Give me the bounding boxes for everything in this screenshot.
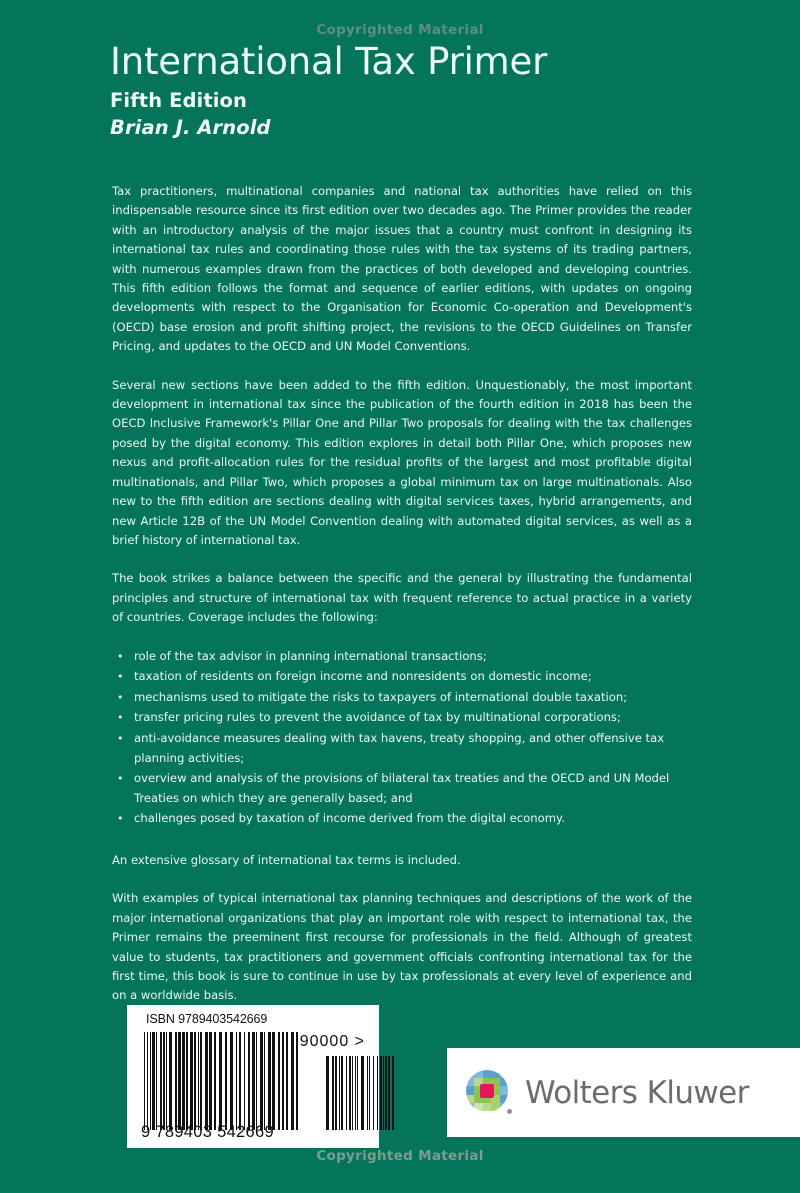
bullet-glyph: • [117, 711, 124, 725]
back-cover-blurb [112, 182, 692, 1006]
blurb-paragraph-4: An extensive glossary of international tax terms is included. [112, 852, 461, 867]
registered-dot-icon [507, 1109, 512, 1114]
list-item-label: mechanisms used to mitigate the risks to taxpayers of international double taxation; [134, 689, 628, 704]
isbn-label: ISBN 9789403542669 [146, 1012, 268, 1026]
list-item-label: overview and analysis of the provisions of bilateral tax treaties and the OECD and UN Model Treaties on which they are generally based; and [134, 771, 670, 805]
publisher-logo-panel [447, 1048, 800, 1137]
list-item-label: challenges posed by taxation of income derived from the digital economy. [134, 811, 565, 826]
list-item-label: anti-avoidance measures dealing with tax havens, treaty shopping, and other offensive tax planning activities; [134, 730, 665, 765]
list-item [112, 809, 692, 829]
blurb-paragraph-3: The book strikes a balance between the specific and the general by illustrating the fundamental principles and structure of international tax with frequent reference to actual practice in a variety of countries. Coverage includes the following: [112, 571, 692, 625]
ean-digits-label: 9 789403 542669 [141, 1123, 274, 1141]
bullet-glyph: • [117, 812, 124, 826]
list-item [112, 729, 692, 768]
bullet-glyph: • [117, 731, 124, 745]
list-item [112, 708, 692, 728]
list-item [112, 667, 692, 687]
coverage-feature-list [112, 647, 692, 829]
blurb-paragraph-1: Tax practitioners, multinational companies and national tax authorities have relied on this indispensable resource since its first edition over two decades ago. The Primer provides the reader with an introductory analysis of the major issues that a country must confront in designing its international tax rules and coordinating those rules with the tax systems of its trading partners, with numerous examples drawn from the practices of both developed and developing countries. This fifth edition follows the format and sequence of earlier editions, with updates on ongoing developments with respect to the Organisation for Economic Co-operation and Development's (OECD) base erosion and profit shifting project, the revisions to the OECD Guidelines on Transfer Pricing, and updates to the OECD and UN Model Conventions. [112, 184, 692, 354]
bullet-glyph: • [117, 772, 124, 786]
list-item-label: taxation of residents on foreign income and nonresidents on domestic income; [134, 669, 592, 684]
blurb-paragraph-5: With examples of typical international tax planning techniques and descriptions of the work of the major international organizations that play an important role with respect to international tax, the Primer remains the preeminent first recourse for professionals in the field. Although of greatest value to students, tax practitioners and government officials confronting international tax for the first time, this book is sure to continue in use by tax professionals at every level of experience and on a worldwide basis. [112, 891, 692, 1003]
list-item [112, 688, 692, 708]
bullet-glyph: • [117, 690, 124, 704]
publisher-name: Wolters Kluwer [525, 1074, 749, 1111]
ean5-addon-barcode-image [326, 1056, 396, 1130]
bullet-glyph: • [117, 670, 124, 684]
bullet-glyph: • [117, 649, 124, 663]
list-item [112, 769, 692, 808]
blurb-paragraph-2: Several new sections have been added to the fifth edition. Unquestionably, the most important development in international tax since the publication of the fourth edition in 2018 has been the OECD Inclusive Framework's Pillar One and Pillar Two proposals for dealing with the tax challenges posed by the digital economy. This edition explores in detail both Pillar One, which proposes new nexus and profit-allocation rules for the residual profits of the largest and most profitable digital multinationals, and Pillar Two, which proposes a global minimum tax on large multinationals. Also new to the fifth edition are sections dealing with digital services taxes, hybrid arrangements, and new Article 12B of the UN Model Convention dealing with automated digital services, as well as a brief history of international tax. [112, 377, 692, 547]
list-item-label: role of the tax advisor in planning international transactions; [134, 648, 487, 663]
isbn-barcode-panel [127, 1005, 379, 1148]
title-block [110, 42, 710, 139]
list-item-label: transfer pricing rules to prevent the avoidance of tax by multinational corporations; [134, 710, 621, 725]
book-edition: Fifth Edition [110, 89, 248, 113]
book-author: Brian J. Arnold [110, 116, 271, 140]
list-item [112, 647, 692, 667]
globe-center-square [480, 1084, 494, 1098]
book-title: International Tax Primer [110, 40, 548, 83]
barcode-addon-label: 90000 > [299, 1033, 365, 1050]
copyrighted-material-watermark-bottom: Copyrighted Material [316, 1148, 484, 1164]
wolters-kluwer-globe-icon [466, 1070, 512, 1116]
copyrighted-material-watermark-top: Copyrighted Material [316, 22, 484, 38]
ean13-barcode-image [144, 1032, 300, 1130]
